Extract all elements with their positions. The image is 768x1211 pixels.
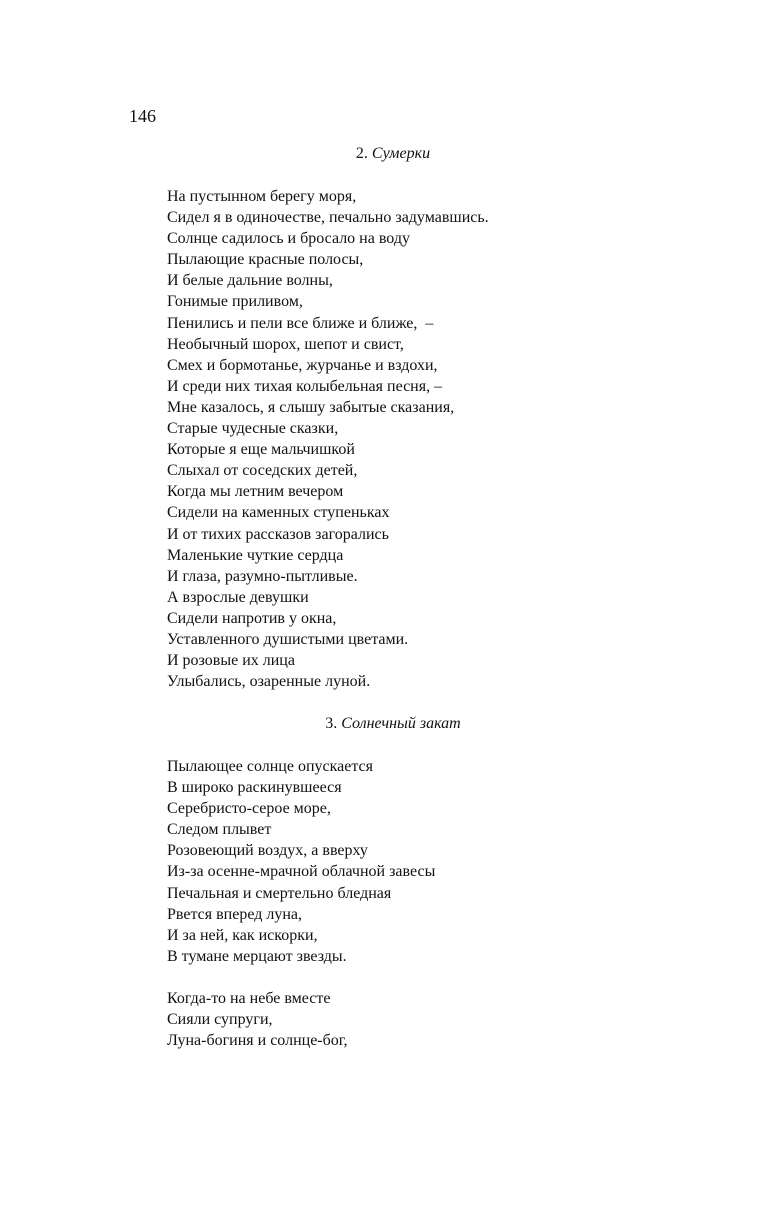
poem-line: А взрослые девушки — [167, 588, 309, 606]
poem-line: И глаза, разумно-пытливые. — [167, 567, 358, 585]
poem-line: Мне казалось, я слышу забытые сказания, — [167, 398, 455, 416]
poem-line: Которые я еще мальчишкой — [167, 441, 355, 459]
poem-line: Из-за осенне-мрачной облачной завесы — [167, 863, 436, 881]
poem-stanza — [167, 988, 348, 1051]
poem-line: Когда мы летним вечером — [167, 483, 344, 501]
poem-line: Маленькие чуткие сердца — [167, 546, 344, 564]
poem-line: Улыбались, озаренные луной. — [167, 673, 371, 691]
poem-line: Старые чудесные сказки, — [167, 420, 339, 438]
poem-line: И розовые их лица — [167, 652, 295, 670]
poem-line: Смех и бормотанье, журчанье и вздохи, — [167, 356, 438, 374]
poem-line: Следом плывет — [167, 821, 272, 839]
poem-line: Луна-богиня и солнце-бог, — [167, 1032, 348, 1050]
poem-line: Серебристо-серое море, — [167, 800, 331, 818]
poem-line: И за ней, как искорки, — [167, 926, 318, 944]
section-name: Солнечный закат — [341, 715, 461, 732]
poem-line: Сидел я в одиночестве, печально задумавшись. — [167, 209, 489, 227]
poem-line: Пенились и пели все ближе и ближе, – — [167, 314, 434, 332]
section-number: 2. — [355, 145, 368, 162]
poem-line: В широко раскинувшееся — [167, 779, 342, 797]
poem-line: Пылающие красные полосы, — [167, 251, 364, 269]
poem-line: Рвется вперед луна, — [167, 905, 303, 923]
poem-line: Необычный шорох, шепот и свист, — [167, 335, 404, 353]
poem-line: Розовеющий воздух, а вверху — [167, 842, 368, 860]
poem-line: И среди них тихая колыбельная песня, – — [167, 377, 443, 395]
poem-stanza — [167, 756, 435, 967]
poem-line: На пустынном берегу моря, — [167, 188, 357, 205]
page-number: 146 — [129, 106, 156, 126]
poem-line: Сияли супруги, — [167, 1011, 273, 1029]
poem-line: И от тихих рассказов загорались — [167, 525, 389, 543]
poem-line: Когда-то на небе вместе — [167, 990, 331, 1007]
poem-line: Уставленного душистыми цветами. — [167, 630, 409, 648]
poem-line: Пылающее солнце опускается — [167, 758, 374, 775]
poem-line: Солнце садилось и бросало на воду — [167, 230, 410, 248]
section-number: 3. — [325, 715, 338, 732]
poem-line: И белые дальние волны, — [167, 272, 333, 290]
section-title-sumerki — [9, 144, 768, 164]
poem-line: В тумане мерцают звезды. — [167, 947, 347, 965]
poem-line: Сидели напротив у окна, — [167, 609, 337, 627]
poem-stanza — [167, 186, 489, 692]
poem-line: Сидели на каменных ступеньках — [167, 504, 390, 522]
poem-line: Печальная и смертельно бледная — [167, 884, 392, 902]
section-name: Сумерки — [371, 145, 431, 162]
poem-line: Гонимые приливом, — [167, 293, 303, 311]
poem-line: Слыхал от соседских детей, — [167, 462, 358, 480]
section-title-solnechnyi-zakat — [9, 714, 768, 734]
